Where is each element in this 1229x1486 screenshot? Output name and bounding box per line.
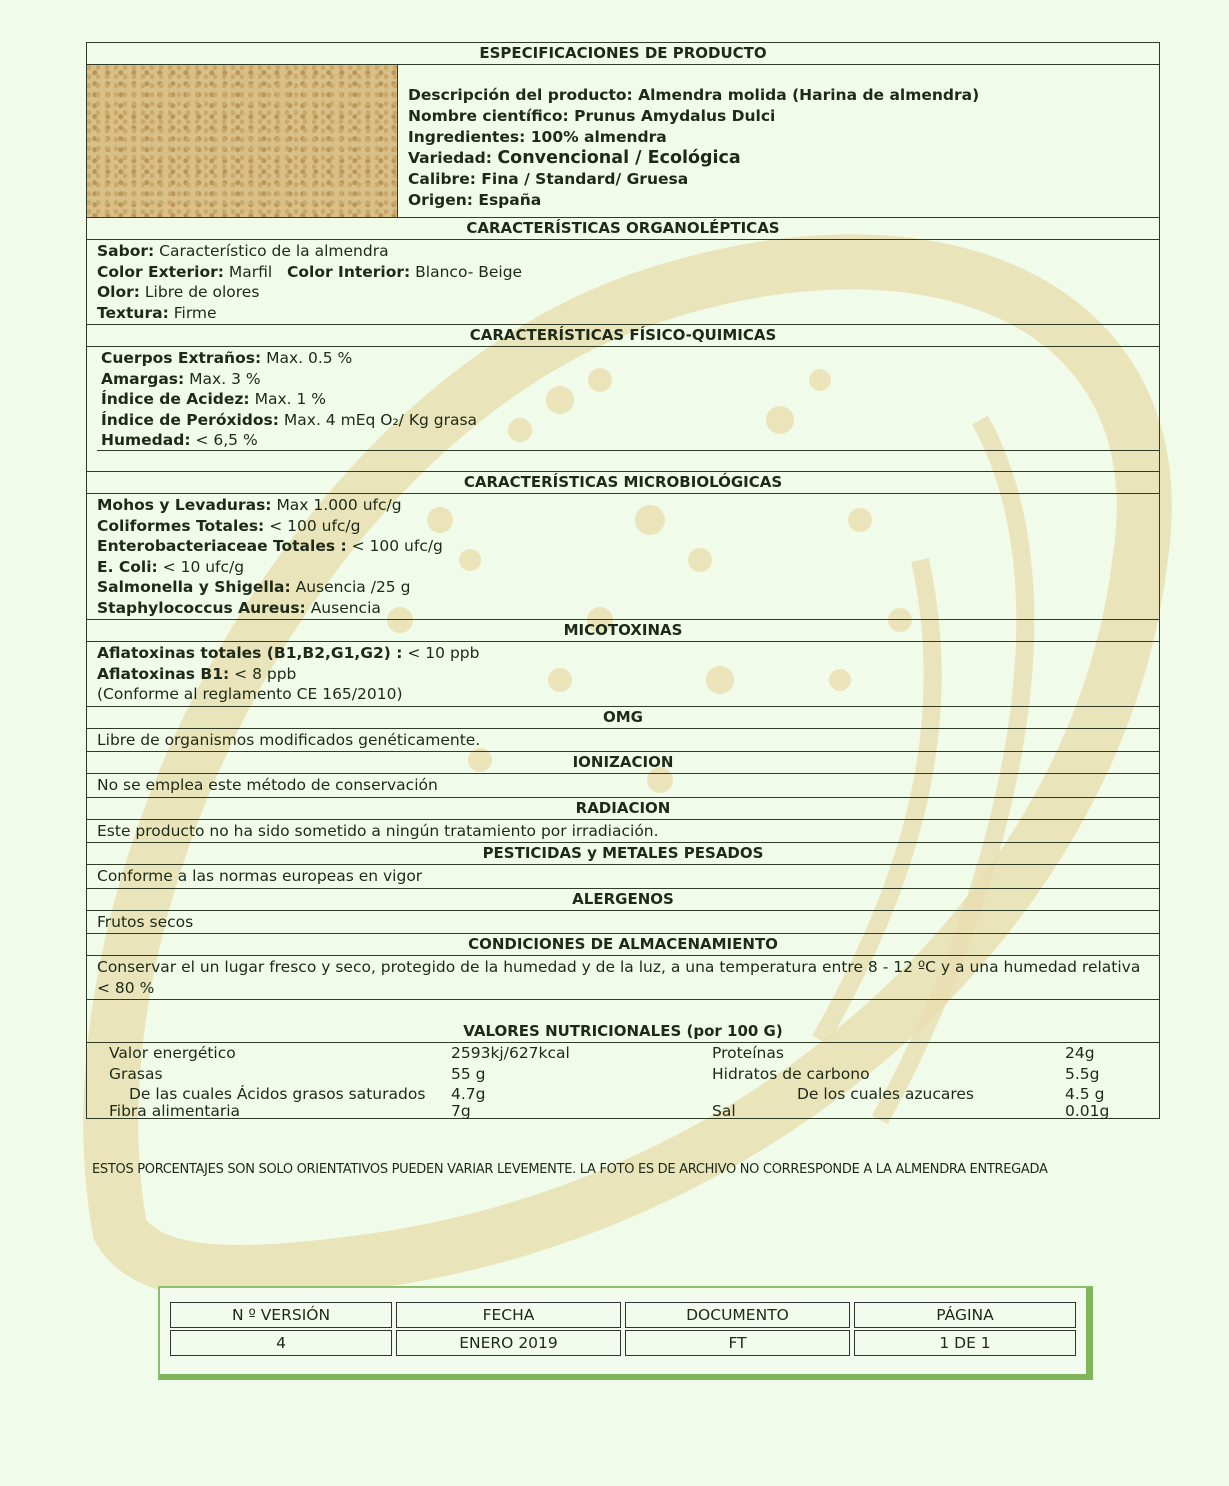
spec-header: ESPECIFICACIONES DE PRODUCTO xyxy=(86,42,1160,65)
origin: Origen: España xyxy=(408,191,542,209)
physico-section xyxy=(86,347,1160,471)
nutrition-value: 55 g xyxy=(451,1065,486,1083)
alergenos-title: ALERGENOS xyxy=(86,888,1160,911)
micro-title: CARACTERÍSTICAS MICROBIOLÓGICAS xyxy=(86,471,1160,494)
physico-row: Humedad: < 6,5 % xyxy=(101,431,258,449)
physico-title: CARACTERÍSTICAS FÍSICO-QUIMICAS xyxy=(86,324,1160,347)
pesticidas-title: PESTICIDAS y METALES PESADOS xyxy=(86,842,1160,865)
nutrition-value: 2593kj/627kcal xyxy=(451,1044,570,1062)
alergenos-text: Frutos secos xyxy=(86,911,1160,934)
nutrition-value: 24g xyxy=(1065,1044,1095,1062)
physico-row: Índice de Peróxidos: Max. 4 mEq O₂/ Kg grasa xyxy=(101,410,478,429)
micro-row: Enterobacteriaceae Totales : < 100 ufc/g xyxy=(97,537,443,555)
scientific-name: Nombre científico: Prunus Amydalus Dulci xyxy=(408,107,776,125)
micro-section xyxy=(86,494,1160,619)
micro-row: Mohos y Levaduras: Max 1.000 ufc/g xyxy=(97,496,402,514)
physico-row: Cuerpos Extraños: Max. 0.5 % xyxy=(101,349,353,367)
variety-value: Convencional / Ecológica xyxy=(497,148,741,168)
product-summary xyxy=(86,65,1160,217)
nutrition-value: 0.01g xyxy=(1065,1102,1110,1120)
date-value: ENERO 2019 xyxy=(396,1330,621,1356)
almond-flour-photo xyxy=(87,65,398,217)
nutrition-value: 7g xyxy=(451,1102,471,1120)
pesticidas-text: Conforme a las normas europeas en vigor xyxy=(86,865,1160,888)
omg-text: Libre de organismos modificados genéticamente. xyxy=(86,729,1160,752)
mycotoxins-note: (Conforme al reglamento CE 165/2010) xyxy=(97,685,403,703)
nutrition-label: De las cuales Ácidos grasos saturados xyxy=(129,1085,426,1103)
ionizacion-title: IONIZACION xyxy=(86,751,1160,774)
omg-title: OMG xyxy=(86,706,1160,729)
physico-row: Índice de Acidez: Max. 1 % xyxy=(101,390,326,408)
radiacion-text: Este producto no ha sido sometido a ningún tratamiento por irradiación. xyxy=(86,820,1160,843)
spec-sheet xyxy=(86,42,1160,1119)
mycotoxins-title: MICOTOXINAS xyxy=(86,619,1160,642)
micro-row: Staphylococcus Aureus: Ausencia xyxy=(97,598,381,617)
nutrition-label: Valor energético xyxy=(109,1044,236,1062)
storage-title: CONDICIONES DE ALMACENAMIENTO xyxy=(86,933,1160,956)
radiacion-title: RADIACION xyxy=(86,797,1160,820)
version-header: N º VERSIÓN xyxy=(170,1302,392,1328)
description-line: Descripción del producto: Almendra molida (Harina de almendra) xyxy=(408,86,980,104)
nutrition-label: Grasas xyxy=(109,1065,163,1083)
nutrition-label: Fibra alimentaria xyxy=(109,1102,241,1120)
nutrition-label: Sal xyxy=(712,1102,736,1120)
ionizacion-text: No se emplea este método de conservación xyxy=(86,774,1160,797)
document-value: FT xyxy=(625,1330,850,1356)
storage-text: Conservar el un lugar fresco y seco, protegido de la humedad y de la luz, a una temperatura entre 8 - 12 ºC y a una humedad relativa < 80 % xyxy=(86,956,1160,999)
nutrition-title: VALORES NUTRICIONALES (por 100 G) xyxy=(463,1022,783,1040)
nutrition-value: 4.5 g xyxy=(1065,1085,1105,1103)
caliber: Calibre: Fina / Standard/ Gruesa xyxy=(408,170,689,188)
variety-line: Variedad: Convencional / Ecológica xyxy=(408,148,741,168)
ingredients: Ingredientes: 100% almendra xyxy=(408,128,667,146)
nutrition-label: De los cuales azucares xyxy=(797,1085,975,1103)
nutrition-label: Hidratos de carbono xyxy=(712,1065,870,1083)
product-description xyxy=(398,65,989,217)
nutrition-section xyxy=(86,999,1160,1119)
nutrition-label: Proteínas xyxy=(712,1044,784,1062)
version-value: 4 xyxy=(170,1330,392,1356)
organoleptic-section: Sabor: Característico de la almendra Color Exterior: Marfil Color Interior: Blanco- Beige Olor: Libre de olores Textura: Firme xyxy=(86,240,1160,324)
date-header: FECHA xyxy=(396,1302,621,1328)
micro-row: Coliformes Totales: < 100 ufc/g xyxy=(97,516,361,535)
organoleptic-title: CARACTERÍSTICAS ORGANOLÉPTICAS xyxy=(86,217,1160,240)
mycotoxins-section: Aflatoxinas totales (B1,B2,G1,G2) : < 10 ppb Aflatoxinas B1: < 8 ppb (Conforme al reglamento CE 165/2010) xyxy=(86,642,1160,706)
micro-row: Salmonella y Shigella: Ausencia /25 g xyxy=(97,578,411,596)
page-value: 1 DE 1 xyxy=(854,1330,1076,1356)
physico-row: Amargas: Max. 3 % xyxy=(101,369,261,388)
version-table xyxy=(158,1286,1093,1380)
page-header: PÁGINA xyxy=(854,1302,1076,1328)
nutrition-value: 5.5g xyxy=(1065,1065,1100,1083)
disclaimer-footnote: ESTOS PORCENTAJES SON SOLO ORIENTATIVOS PUEDEN VARIAR LEVEMENTE. LA FOTO ES DE ARCHIVO NO CORRESPONDE A LA ALMENDRA ENTREGADA xyxy=(92,1162,1048,1177)
micro-row: E. Coli: < 10 ufc/g xyxy=(97,557,245,576)
document-header: DOCUMENTO xyxy=(625,1302,850,1328)
nutrition-value: 4.7g xyxy=(451,1085,486,1103)
